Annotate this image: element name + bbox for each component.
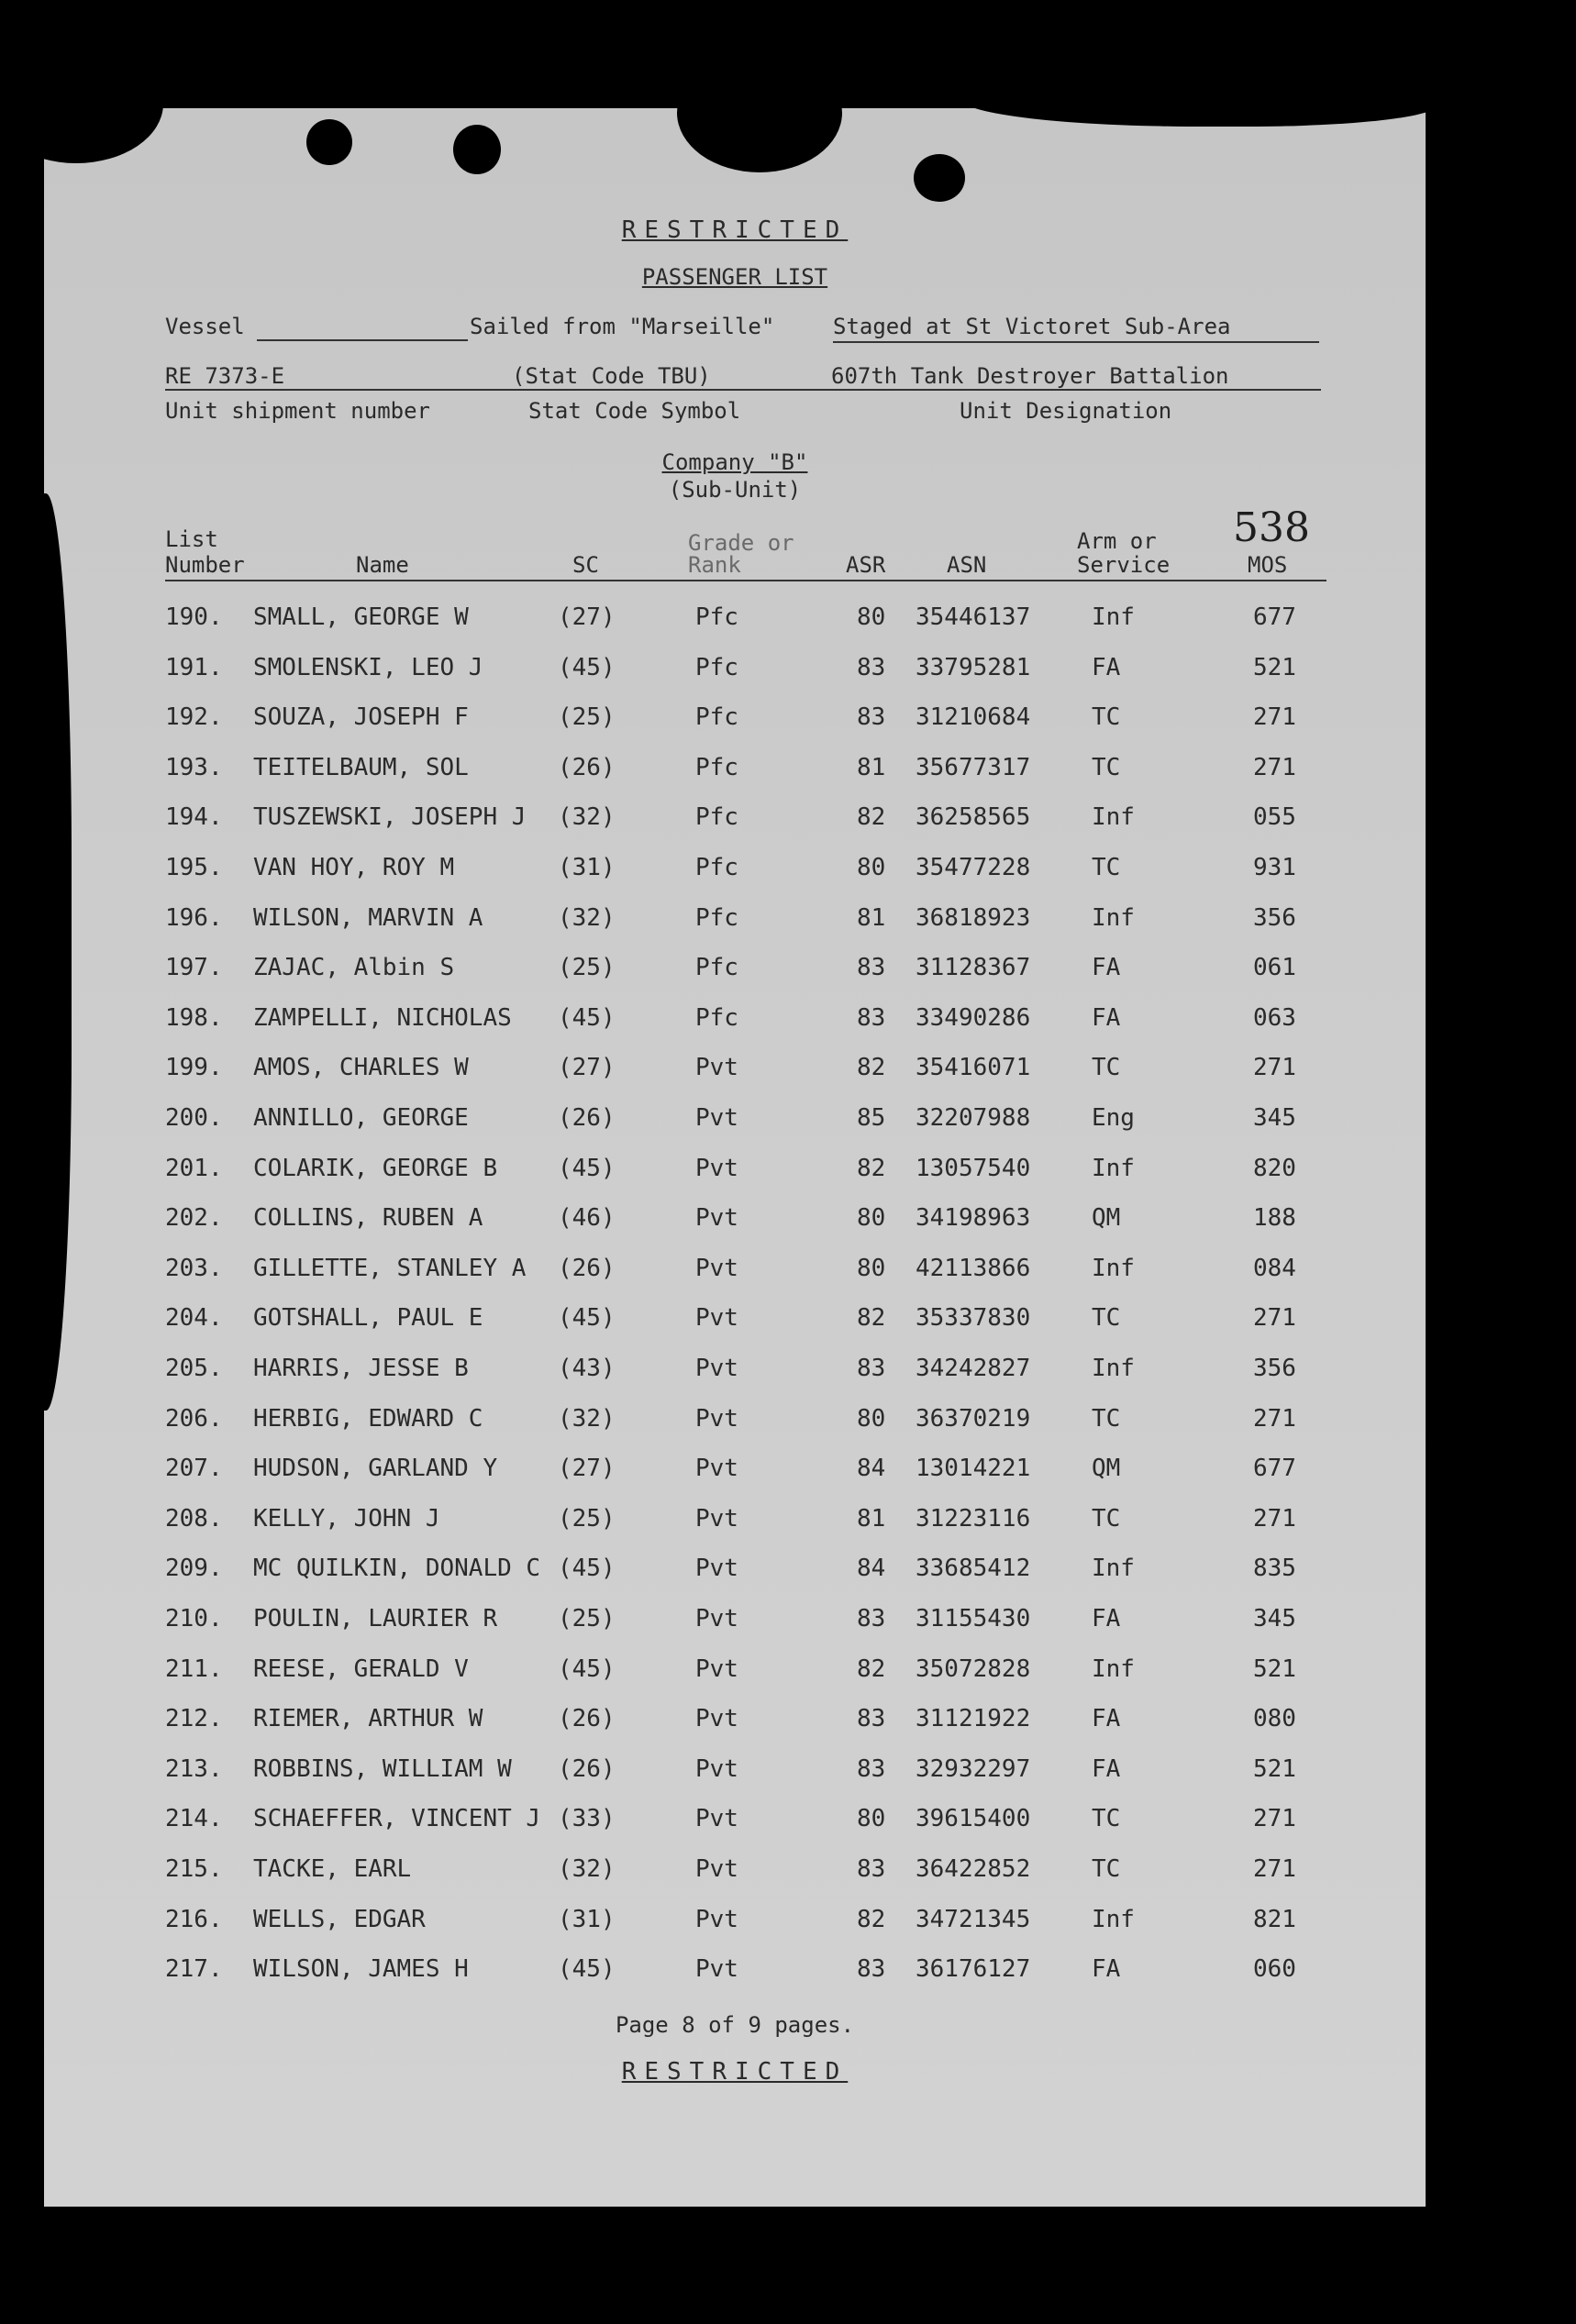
vessel-underline <box>257 339 468 341</box>
table-row <box>44 703 1426 753</box>
table-row <box>44 603 1426 653</box>
cell-sc: (26) <box>558 1104 616 1132</box>
cell-mos: 271 <box>1253 1855 1296 1883</box>
cell-asr: 83 <box>857 1705 886 1733</box>
cell-arm: TC <box>1092 703 1121 732</box>
cell-list: 197. <box>165 954 223 982</box>
cell-mos: 061 <box>1253 954 1296 982</box>
cell-grade: Pfc <box>695 703 738 732</box>
cell-grade: Pvt <box>695 1304 738 1333</box>
sailed-from: Sailed from "Marseille" <box>470 314 775 339</box>
punch-hole <box>914 154 965 202</box>
cell-asr: 83 <box>857 1855 886 1883</box>
cell-list: 217. <box>165 1955 223 1984</box>
cell-arm: TC <box>1092 1404 1121 1433</box>
cell-name: HERBIG, EDWARD C <box>253 1404 483 1433</box>
cell-mos: 677 <box>1253 1455 1296 1483</box>
cell-arm: FA <box>1092 653 1121 681</box>
cell-name: AMOS, CHARLES W <box>253 1054 469 1082</box>
cell-asr: 83 <box>857 1754 886 1783</box>
cell-sc: (25) <box>558 703 616 732</box>
cell-list: 190. <box>165 603 223 631</box>
cell-mos: 835 <box>1253 1555 1296 1583</box>
cell-list: 206. <box>165 1404 223 1433</box>
cell-list: 195. <box>165 854 223 881</box>
cell-asr: 80 <box>857 1254 886 1282</box>
cell-list: 205. <box>165 1355 223 1382</box>
cell-asr: 80 <box>857 1404 886 1433</box>
cell-sc: (26) <box>558 1254 616 1282</box>
cell-name: RIEMER, ARTHUR W <box>253 1705 483 1733</box>
table-row <box>44 904 1426 954</box>
cell-grade: Pfc <box>695 954 738 982</box>
cell-name: ZAMPELLI, NICHOLAS <box>253 1003 512 1032</box>
col-mos: MOS <box>1248 552 1288 578</box>
table-row <box>44 1204 1426 1254</box>
cell-mos: 345 <box>1253 1605 1296 1632</box>
cell-sc: (25) <box>558 1605 616 1632</box>
cell-sc: (45) <box>558 653 616 681</box>
table-row <box>44 954 1426 1003</box>
cell-asn: 33795281 <box>916 653 1031 681</box>
torn-edge <box>961 72 1438 127</box>
cell-arm: Inf <box>1092 1254 1135 1282</box>
cell-name: POULIN, LAURIER R <box>253 1605 498 1632</box>
table-row <box>44 1104 1426 1154</box>
cell-grade: Pvt <box>695 1654 738 1683</box>
cell-grade: Pvt <box>695 1955 738 1984</box>
cell-arm: Inf <box>1092 1555 1135 1583</box>
col-sc: SC <box>572 552 599 578</box>
cell-grade: Pvt <box>695 1555 738 1583</box>
cell-list: 192. <box>165 703 223 732</box>
cell-asr: 84 <box>857 1455 886 1483</box>
table-row <box>44 1655 1426 1705</box>
cell-grade: Pvt <box>695 1705 738 1733</box>
cell-grade: Pvt <box>695 1404 738 1433</box>
cell-asn: 32207988 <box>916 1104 1031 1132</box>
cell-list: 212. <box>165 1705 223 1733</box>
cell-asr: 81 <box>857 753 886 781</box>
unit-shipment-number: RE 7373-E <box>165 363 285 389</box>
cell-list: 207. <box>165 1455 223 1483</box>
page-mark: 538 <box>1233 504 1310 551</box>
cell-asn: 31128367 <box>916 954 1031 982</box>
cell-list: 215. <box>165 1855 223 1883</box>
cell-mos: 271 <box>1253 1054 1296 1082</box>
cell-grade: Pfc <box>695 854 738 881</box>
document-subtitle: PASSENGER LIST <box>641 264 828 290</box>
cell-asr: 83 <box>857 954 886 982</box>
document-page <box>44 108 1426 2207</box>
torn-edge <box>677 53 842 172</box>
stat-code: (Stat Code TBU) <box>512 363 711 389</box>
cell-list: 203. <box>165 1254 223 1282</box>
cell-asr: 82 <box>857 803 886 832</box>
cell-sc: (31) <box>558 1905 616 1933</box>
cell-grade: Pvt <box>695 1204 738 1233</box>
staged-underline <box>833 341 1319 343</box>
cell-arm: Inf <box>1092 603 1135 631</box>
table-row <box>44 654 1426 703</box>
cell-mos: 060 <box>1253 1955 1296 1984</box>
table-row <box>44 854 1426 903</box>
cell-arm: FA <box>1092 954 1121 982</box>
col-grade-2: Rank <box>688 552 741 578</box>
table-row <box>44 1755 1426 1805</box>
cell-arm: QM <box>1092 1204 1121 1233</box>
col-asr: ASR <box>846 552 886 578</box>
table-row <box>44 1004 1426 1054</box>
cell-grade: Pvt <box>695 1905 738 1933</box>
cell-mos: 271 <box>1253 703 1296 732</box>
cell-asn: 33490286 <box>916 1003 1031 1032</box>
table-row <box>44 1855 1426 1905</box>
company: Company "B" <box>661 449 808 475</box>
table-row <box>44 1405 1426 1455</box>
cell-sc: (32) <box>558 1404 616 1433</box>
cell-list: 216. <box>165 1905 223 1933</box>
cell-asn: 35416071 <box>916 1054 1031 1082</box>
cell-mos: 271 <box>1253 1504 1296 1533</box>
cell-sc: (32) <box>558 903 616 932</box>
unit-shipment-label: Unit shipment number <box>165 398 430 424</box>
col-arm-1: Arm or <box>1077 528 1157 554</box>
cell-sc: (45) <box>558 1555 616 1583</box>
cell-arm: FA <box>1092 1605 1121 1632</box>
cell-mos: 271 <box>1253 753 1296 781</box>
cell-mos: 521 <box>1253 1754 1296 1783</box>
page-count: Page 8 of 9 pages. <box>615 2012 855 2038</box>
cell-mos: 271 <box>1253 1404 1296 1433</box>
cell-arm: Inf <box>1092 803 1135 832</box>
cell-mos: 521 <box>1253 653 1296 681</box>
cell-list: 202. <box>165 1204 223 1233</box>
cell-asn: 35446137 <box>916 603 1031 631</box>
table-row <box>44 1155 1426 1204</box>
cell-asn: 36176127 <box>916 1955 1031 1984</box>
cell-asn: 35677317 <box>916 753 1031 781</box>
cell-asr: 80 <box>857 603 886 631</box>
cell-list: 204. <box>165 1304 223 1333</box>
cell-arm: Inf <box>1092 1905 1135 1933</box>
cell-mos: 677 <box>1253 603 1296 631</box>
col-list-2: Number <box>165 552 245 578</box>
col-list-1: List <box>165 526 218 552</box>
document-title: RESTRICTED <box>621 216 849 244</box>
cell-arm: FA <box>1092 1003 1121 1032</box>
cell-sc: (45) <box>558 1003 616 1032</box>
cell-grade: Pfc <box>695 903 738 932</box>
cell-name: HARRIS, JESSE B <box>253 1355 469 1382</box>
cell-arm: QM <box>1092 1455 1121 1483</box>
cell-name: TACKE, EARL <box>253 1855 412 1883</box>
cell-list: 210. <box>165 1605 223 1632</box>
cell-asr: 81 <box>857 1504 886 1533</box>
cell-name: SMOLENSKI, LEO J <box>253 653 483 681</box>
cell-sc: (31) <box>558 854 616 881</box>
stat-code-label: Stat Code Symbol <box>528 398 741 424</box>
cell-asn: 35337830 <box>916 1304 1031 1333</box>
cell-asr: 83 <box>857 1955 886 1984</box>
cell-grade: Pfc <box>695 653 738 681</box>
cell-grade: Pfc <box>695 1003 738 1032</box>
cell-asn: 31121922 <box>916 1705 1031 1733</box>
cell-sc: (26) <box>558 1705 616 1733</box>
cell-list: 208. <box>165 1504 223 1533</box>
table-row <box>44 1505 1426 1555</box>
cell-mos: 271 <box>1253 1805 1296 1833</box>
cell-arm: Eng <box>1092 1104 1135 1132</box>
header-rule <box>165 580 1326 581</box>
table-row <box>44 1805 1426 1854</box>
cell-asr: 80 <box>857 854 886 881</box>
cell-grade: Pvt <box>695 1504 738 1533</box>
cell-name: HUDSON, GARLAND Y <box>253 1455 498 1483</box>
col-arm-2: Service <box>1077 552 1171 578</box>
footer-restricted: RESTRICTED <box>621 2058 849 2086</box>
cell-sc: (26) <box>558 753 616 781</box>
cell-mos: 821 <box>1253 1905 1296 1933</box>
cell-asn: 13014221 <box>916 1455 1031 1483</box>
cell-mos: 820 <box>1253 1154 1296 1182</box>
cell-grade: Pvt <box>695 1254 738 1282</box>
table-row <box>44 1255 1426 1304</box>
table-row <box>44 1555 1426 1604</box>
cell-arm: TC <box>1092 1304 1121 1333</box>
cell-name: KELLY, JOHN J <box>253 1504 440 1533</box>
cell-grade: Pvt <box>695 1805 738 1833</box>
cell-grade: Pvt <box>695 1855 738 1883</box>
cell-asr: 82 <box>857 1154 886 1182</box>
cell-sc: (45) <box>558 1955 616 1984</box>
cell-asr: 83 <box>857 653 886 681</box>
cell-mos: 063 <box>1253 1003 1296 1032</box>
torn-edge <box>0 44 163 163</box>
table-row <box>44 1705 1426 1754</box>
cell-name: TUSZEWSKI, JOSEPH J <box>253 803 527 832</box>
cell-mos: 080 <box>1253 1705 1296 1733</box>
cell-sc: (43) <box>558 1355 616 1382</box>
cell-name: GOTSHALL, PAUL E <box>253 1304 483 1333</box>
cell-name: ROBBINS, WILLIAM W <box>253 1754 512 1783</box>
cell-asn: 33685412 <box>916 1555 1031 1583</box>
cell-list: 199. <box>165 1054 223 1082</box>
cell-name: MC QUILKIN, DONALD C <box>253 1555 541 1583</box>
vessel-label: Vessel <box>165 314 245 339</box>
cell-asn: 34242827 <box>916 1355 1031 1382</box>
cell-asn: 35072828 <box>916 1654 1031 1683</box>
cell-name: WILSON, MARVIN A <box>253 903 483 932</box>
cell-sc: (25) <box>558 954 616 982</box>
cell-list: 200. <box>165 1104 223 1132</box>
cell-asr: 80 <box>857 1805 886 1833</box>
cell-arm: TC <box>1092 1855 1121 1883</box>
cell-arm: TC <box>1092 1805 1121 1833</box>
cell-asn: 34198963 <box>916 1204 1031 1233</box>
cell-sc: (46) <box>558 1204 616 1233</box>
cell-grade: Pvt <box>695 1754 738 1783</box>
cell-asn: 36818923 <box>916 903 1031 932</box>
cell-arm: Inf <box>1092 1355 1135 1382</box>
cell-asr: 83 <box>857 1003 886 1032</box>
cell-grade: Pfc <box>695 803 738 832</box>
cell-list: 209. <box>165 1555 223 1583</box>
cell-asr: 85 <box>857 1104 886 1132</box>
cell-asr: 84 <box>857 1555 886 1583</box>
cell-asn: 31155430 <box>916 1605 1031 1632</box>
punch-hole <box>306 119 352 165</box>
cell-asr: 80 <box>857 1204 886 1233</box>
cell-asn: 34721345 <box>916 1905 1031 1933</box>
cell-asr: 82 <box>857 1654 886 1683</box>
cell-name: SMALL, GEORGE W <box>253 603 469 631</box>
cell-mos: 055 <box>1253 803 1296 832</box>
cell-asn: 13057540 <box>916 1154 1031 1182</box>
table-row <box>44 803 1426 853</box>
cell-grade: Pvt <box>695 1605 738 1632</box>
cell-asn: 36422852 <box>916 1855 1031 1883</box>
cell-sc: (45) <box>558 1304 616 1333</box>
cell-asr: 83 <box>857 1355 886 1382</box>
cell-name: TEITELBAUM, SOL <box>253 753 469 781</box>
cell-asr: 81 <box>857 903 886 932</box>
cell-arm: TC <box>1092 1054 1121 1082</box>
cell-arm: Inf <box>1092 903 1135 932</box>
cell-arm: FA <box>1092 1754 1121 1783</box>
cell-mos: 521 <box>1253 1654 1296 1683</box>
cell-name: WELLS, EDGAR <box>253 1905 426 1933</box>
cell-list: 214. <box>165 1805 223 1833</box>
cell-name: ANNILLO, GEORGE <box>253 1104 469 1132</box>
cell-list: 193. <box>165 753 223 781</box>
cell-grade: Pfc <box>695 603 738 631</box>
cell-name: VAN HOY, ROY M <box>253 854 455 881</box>
cell-list: 194. <box>165 803 223 832</box>
table-row <box>44 1355 1426 1404</box>
cell-mos: 271 <box>1253 1304 1296 1333</box>
cell-asr: 82 <box>857 1905 886 1933</box>
cell-sc: (32) <box>558 803 616 832</box>
cell-name: GILLETTE, STANLEY A <box>253 1254 527 1282</box>
cell-asn: 36258565 <box>916 803 1031 832</box>
cell-arm: TC <box>1092 753 1121 781</box>
cell-mos: 084 <box>1253 1254 1296 1282</box>
cell-name: COLARIK, GEORGE B <box>253 1154 498 1182</box>
cell-sc: (33) <box>558 1805 616 1833</box>
col-name: Name <box>356 552 409 578</box>
punch-hole <box>453 125 501 174</box>
table-row <box>44 1955 1426 2005</box>
cell-grade: Pvt <box>695 1054 738 1082</box>
table-row <box>44 1455 1426 1504</box>
cell-list: 196. <box>165 903 223 932</box>
table-row <box>44 1906 1426 1955</box>
cell-arm: Inf <box>1092 1654 1135 1683</box>
cell-list: 191. <box>165 653 223 681</box>
cell-name: SCHAEFFER, VINCENT J <box>253 1805 541 1833</box>
cell-asn: 31210684 <box>916 703 1031 732</box>
cell-asr: 83 <box>857 1605 886 1632</box>
cell-grade: Pfc <box>695 753 738 781</box>
cell-sc: (27) <box>558 1455 616 1483</box>
cell-sc: (25) <box>558 1504 616 1533</box>
cell-mos: 356 <box>1253 903 1296 932</box>
cell-list: 201. <box>165 1154 223 1182</box>
company-label: (Sub-Unit) <box>668 477 802 503</box>
cell-mos: 188 <box>1253 1204 1296 1233</box>
col-asn: ASN <box>947 552 987 578</box>
cell-sc: (27) <box>558 603 616 631</box>
cell-asr: 83 <box>857 703 886 732</box>
cell-name: REESE, GERALD V <box>253 1654 469 1683</box>
col-grade-1: Grade or <box>688 530 794 556</box>
cell-mos: 931 <box>1253 854 1296 881</box>
cell-list: 211. <box>165 1654 223 1683</box>
cell-mos: 345 <box>1253 1104 1296 1132</box>
cell-asn: 32932297 <box>916 1754 1031 1783</box>
cell-list: 198. <box>165 1003 223 1032</box>
staged-at: Staged at St Victoret Sub-Area <box>833 314 1231 339</box>
table-row <box>44 1054 1426 1103</box>
cell-asn: 35477228 <box>916 854 1031 881</box>
cell-asn: 39615400 <box>916 1805 1031 1833</box>
cell-grade: Pvt <box>695 1154 738 1182</box>
cell-list: 213. <box>165 1754 223 1783</box>
cell-sc: (27) <box>558 1054 616 1082</box>
cell-grade: Pvt <box>695 1104 738 1132</box>
cell-arm: TC <box>1092 854 1121 881</box>
cell-mos: 356 <box>1253 1355 1296 1382</box>
cell-name: ZAJAC, Albin S <box>253 954 455 982</box>
unit-line <box>165 389 1321 391</box>
cell-sc: (45) <box>558 1154 616 1182</box>
cell-sc: (32) <box>558 1855 616 1883</box>
table-row <box>44 754 1426 803</box>
cell-name: WILSON, JAMES H <box>253 1955 469 1984</box>
table-row <box>44 1304 1426 1354</box>
cell-name: SOUZA, JOSEPH F <box>253 703 469 732</box>
unit-designation-label: Unit Designation <box>960 398 1172 424</box>
cell-sc: (26) <box>558 1754 616 1783</box>
cell-asn: 36370219 <box>916 1404 1031 1433</box>
table-row <box>44 1605 1426 1654</box>
cell-asr: 82 <box>857 1054 886 1082</box>
cell-arm: Inf <box>1092 1154 1135 1182</box>
cell-asn: 31223116 <box>916 1504 1031 1533</box>
cell-name: COLLINS, RUBEN A <box>253 1204 483 1233</box>
cell-asn: 42113866 <box>916 1254 1031 1282</box>
cell-sc: (45) <box>558 1654 616 1683</box>
cell-grade: Pvt <box>695 1455 738 1483</box>
cell-arm: FA <box>1092 1705 1121 1733</box>
unit-designation: 607th Tank Destroyer Battalion <box>831 363 1229 389</box>
cell-arm: TC <box>1092 1504 1121 1533</box>
cell-grade: Pvt <box>695 1355 738 1382</box>
cell-arm: FA <box>1092 1955 1121 1984</box>
cell-asr: 82 <box>857 1304 886 1333</box>
